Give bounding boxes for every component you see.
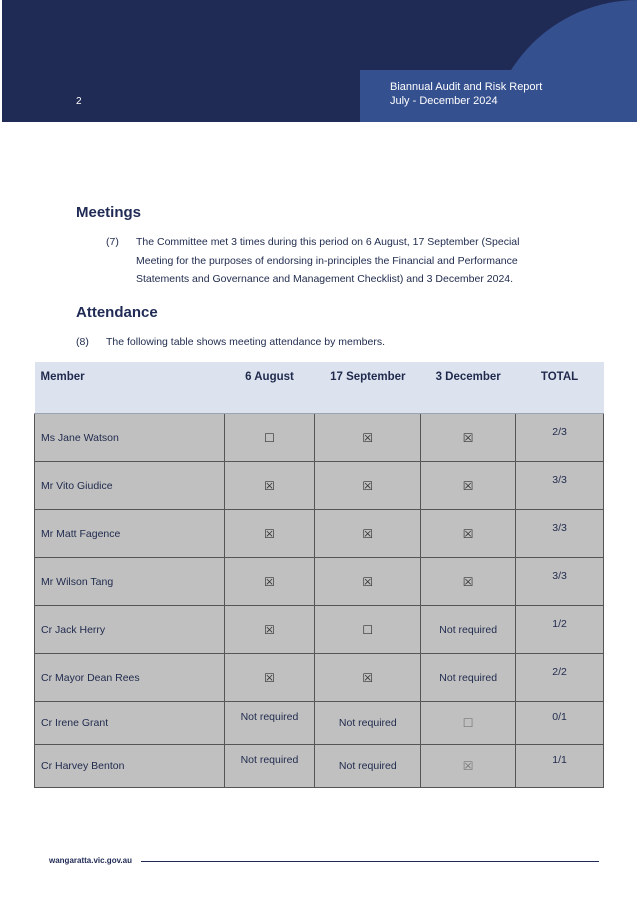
member-name: Cr Mayor Dean Rees <box>35 654 225 702</box>
not-required-text: Not required <box>439 671 498 684</box>
checked-checkbox-icon: ☒ <box>462 526 474 541</box>
attendance-cell <box>421 606 516 654</box>
attendance-cell <box>224 510 315 558</box>
empty-checkbox-icon: ☐ <box>264 430 275 445</box>
attendance-cell <box>421 558 516 606</box>
not-required-text: Not required <box>439 623 498 636</box>
attendance-cell <box>224 654 315 702</box>
attendance-cell <box>315 558 421 606</box>
attendance-cell <box>421 702 516 745</box>
table-row <box>35 462 604 510</box>
checked-checkbox-icon: ☒ <box>264 670 275 685</box>
attendance-cell <box>224 606 315 654</box>
not-required-text: Not required <box>338 760 397 772</box>
checked-checkbox-icon: ☒ <box>462 478 474 493</box>
attendance-table <box>34 362 604 788</box>
total-cell <box>516 745 604 788</box>
table-row <box>35 702 604 745</box>
table-row <box>35 558 604 606</box>
footer-divider <box>141 861 599 862</box>
meetings-heading: Meetings <box>76 204 142 221</box>
checked-checkbox-icon: ☒ <box>362 478 374 493</box>
report-period: July - December 2024 <box>390 95 498 107</box>
attendance-cell <box>224 702 315 745</box>
total-cell <box>516 462 604 510</box>
attendance-cell <box>315 510 421 558</box>
checked-checkbox-icon: ☒ <box>362 670 374 685</box>
checked-checkbox-icon: ☒ <box>462 759 474 773</box>
member-name: Ms Jane Watson <box>35 414 225 462</box>
attendance-text: The following table shows meeting attendance by members. <box>106 336 385 348</box>
checked-checkbox-icon: ☒ <box>462 430 474 445</box>
total-value: 2/3 <box>552 425 567 438</box>
member-name: Mr Matt Fagence <box>35 510 225 558</box>
total-cell <box>516 654 604 702</box>
attendance-cell <box>421 745 516 788</box>
member-name: Cr Irene Grant <box>35 702 225 745</box>
attendance-cell <box>224 745 315 788</box>
attendance-cell <box>315 654 421 702</box>
total-cell <box>516 510 604 558</box>
total-value: 1/2 <box>552 617 567 630</box>
attendance-cell <box>421 414 516 462</box>
column-header-17-september: 17 September <box>315 362 421 414</box>
total-value: 3/3 <box>552 569 567 582</box>
meetings-item-number: (7) <box>106 236 119 248</box>
total-value: 0/1 <box>552 711 567 723</box>
checked-checkbox-icon: ☒ <box>462 574 474 589</box>
not-required-text: Not required <box>240 711 299 723</box>
total-value: 3/3 <box>552 521 567 534</box>
column-header-total: TOTAL <box>516 362 604 414</box>
attendance-cell <box>315 462 421 510</box>
attendance-cell <box>315 745 421 788</box>
attendance-cell <box>315 702 421 745</box>
table-row <box>35 745 604 788</box>
total-value: 3/3 <box>552 473 567 486</box>
table-row <box>35 606 604 654</box>
checked-checkbox-icon: ☒ <box>362 574 374 589</box>
page-number: 2 <box>76 96 82 107</box>
attendance-cell <box>315 606 421 654</box>
member-name: Mr Wilson Tang <box>35 558 225 606</box>
column-header-member: Member <box>35 362 225 414</box>
attendance-cell <box>224 558 315 606</box>
table-header-row <box>35 362 604 414</box>
attendance-item-number: (8) <box>76 336 89 348</box>
checked-checkbox-icon: ☒ <box>264 478 275 493</box>
member-name: Cr Jack Herry <box>35 606 225 654</box>
checked-checkbox-icon: ☒ <box>362 526 374 541</box>
total-cell <box>516 414 604 462</box>
page-header <box>2 0 637 122</box>
attendance-cell <box>421 462 516 510</box>
table-row <box>35 654 604 702</box>
attendance-cell <box>224 414 315 462</box>
table-row <box>35 510 604 558</box>
column-header-3-december: 3 December <box>421 362 516 414</box>
member-name: Mr Vito Giudice <box>35 462 225 510</box>
empty-checkbox-icon: ☐ <box>462 716 474 730</box>
report-title-block <box>390 80 542 108</box>
column-header-6-august: 6 August <box>224 362 315 414</box>
checked-checkbox-icon: ☒ <box>264 526 275 541</box>
attendance-heading: Attendance <box>76 304 158 321</box>
total-cell <box>516 558 604 606</box>
empty-checkbox-icon: ☐ <box>362 622 374 637</box>
member-name: Cr Harvey Benton <box>35 745 225 788</box>
total-cell <box>516 606 604 654</box>
not-required-text: Not required <box>240 754 299 766</box>
meetings-text: The Committee met 3 times during this period on 6 August, 17 September (Special Meeting for the purposes of endorsing in-principles the Financial and Performance Statements and Governance and Management Checklist) and 3 December 2024. <box>136 236 520 285</box>
attendance-cell <box>224 462 315 510</box>
table-row <box>35 414 604 462</box>
attendance-cell <box>421 654 516 702</box>
total-value: 2/2 <box>552 665 567 678</box>
not-required-text: Not required <box>338 717 397 729</box>
total-value: 1/1 <box>552 754 567 766</box>
attendance-cell <box>315 414 421 462</box>
total-cell <box>516 702 604 745</box>
footer-website-url[interactable]: wangaratta.vic.gov.au <box>49 856 132 865</box>
checked-checkbox-icon: ☒ <box>362 430 374 445</box>
report-title: Biannual Audit and Risk Report <box>390 81 543 93</box>
checked-checkbox-icon: ☒ <box>264 622 275 637</box>
attendance-cell <box>421 510 516 558</box>
checked-checkbox-icon: ☒ <box>264 574 275 589</box>
